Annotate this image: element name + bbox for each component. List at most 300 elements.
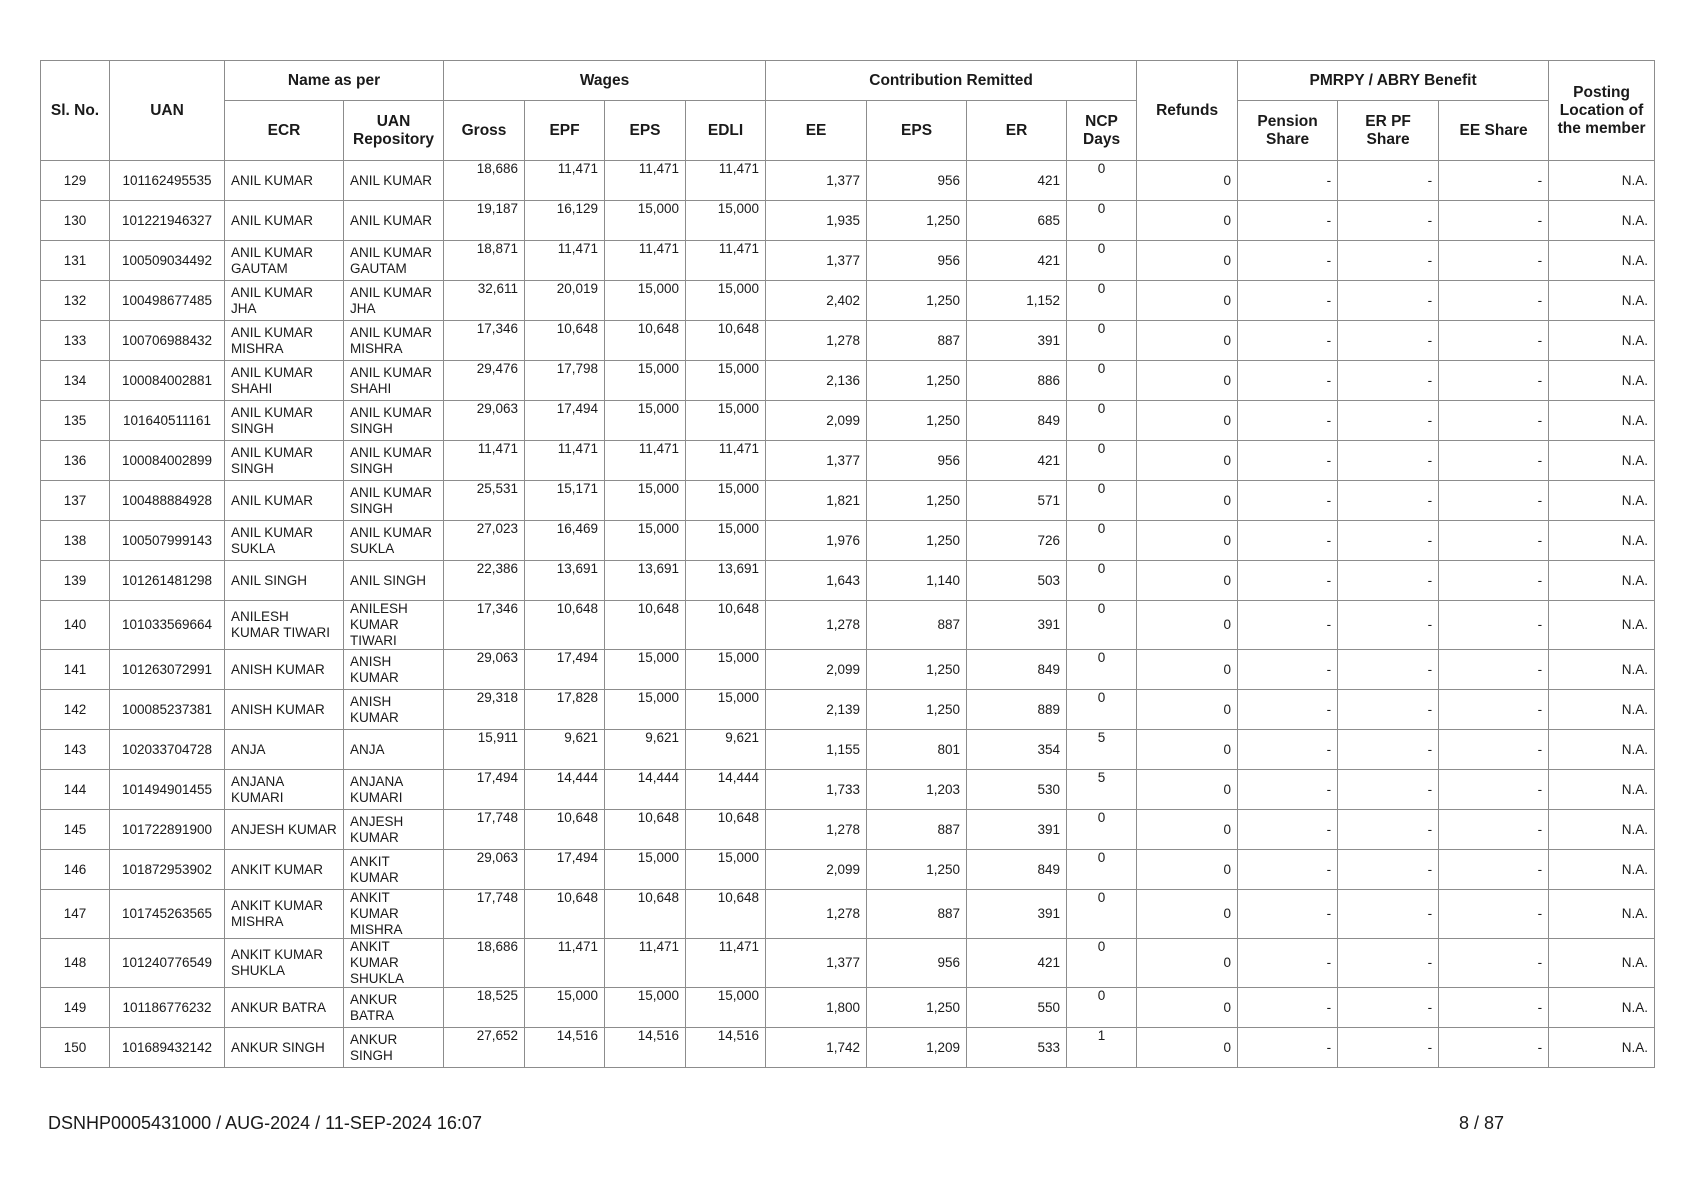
cell-ee-share: - (1439, 281, 1549, 321)
cell-ee-share: - (1439, 650, 1549, 690)
cell-posting-location: N.A. (1549, 601, 1655, 650)
cell-posting-location: N.A. (1549, 441, 1655, 481)
cell-pension-share: - (1238, 1028, 1338, 1068)
cell-ecr-name: ANIL KUMAR SHAHI (225, 361, 344, 401)
cell-pension-share: - (1238, 161, 1338, 201)
cell-er: 391 (967, 810, 1067, 850)
cell-epf: 17,828 (525, 690, 605, 730)
cell-ncp-days: 0 (1067, 939, 1137, 988)
cell-ncp-days: 0 (1067, 401, 1137, 441)
cell-gross: 29,063 (444, 401, 525, 441)
cell-uan: 100084002881 (110, 361, 225, 401)
cell-pension-share: - (1238, 730, 1338, 770)
cell-sl-no: 136 (41, 441, 110, 481)
cell-uan: 101745263565 (110, 890, 225, 939)
cell-epf: 17,494 (525, 650, 605, 690)
cell-er: 849 (967, 650, 1067, 690)
cell-refunds: 0 (1137, 561, 1238, 601)
cell-posting-location: N.A. (1549, 988, 1655, 1028)
cell-refunds: 0 (1137, 810, 1238, 850)
cell-gross: 18,686 (444, 161, 525, 201)
cell-refunds: 0 (1137, 988, 1238, 1028)
header-ecr: ECR (225, 101, 344, 161)
cell-er: 726 (967, 521, 1067, 561)
cell-gross: 22,386 (444, 561, 525, 601)
header-contribution-eps: EPS (867, 101, 967, 161)
cell-uan: 100085237381 (110, 690, 225, 730)
cell-gross: 29,063 (444, 650, 525, 690)
cell-uan-repository-name: ANIL KUMAR SUKLA (344, 521, 444, 561)
cell-er-pf-share: - (1338, 401, 1439, 441)
cell-er-pf-share: - (1338, 988, 1439, 1028)
cell-edli: 9,621 (686, 730, 766, 770)
cell-uan: 100507999143 (110, 521, 225, 561)
cell-gross: 15,911 (444, 730, 525, 770)
cell-eps: 10,648 (605, 321, 686, 361)
cell-uan: 101872953902 (110, 850, 225, 890)
table-row (41, 770, 1655, 810)
cell-ncp-days: 5 (1067, 730, 1137, 770)
cell-er-pf-share: - (1338, 281, 1439, 321)
cell-sl-no: 147 (41, 890, 110, 939)
cell-contribution-eps: 1,250 (867, 850, 967, 890)
cell-uan-repository-name: ANIL KUMAR SINGH (344, 401, 444, 441)
cell-er-pf-share: - (1338, 770, 1439, 810)
cell-edli: 11,471 (686, 161, 766, 201)
cell-pension-share: - (1238, 201, 1338, 241)
cell-refunds: 0 (1137, 321, 1238, 361)
cell-ecr-name: ANIL KUMAR SINGH (225, 401, 344, 441)
cell-ee-share: - (1439, 241, 1549, 281)
header-pension-share: Pension Share (1238, 101, 1338, 161)
cell-ncp-days: 0 (1067, 161, 1137, 201)
cell-gross: 27,652 (444, 1028, 525, 1068)
cell-uan: 101221946327 (110, 201, 225, 241)
header-uan-repository: UAN Repository (344, 101, 444, 161)
cell-contribution-eps: 956 (867, 939, 967, 988)
header-ncp-days: NCP Days (1067, 101, 1137, 161)
cell-contribution-eps: 1,250 (867, 401, 967, 441)
cell-ncp-days: 5 (1067, 770, 1137, 810)
cell-epf: 13,691 (525, 561, 605, 601)
cell-contribution-eps: 1,250 (867, 690, 967, 730)
cell-er-pf-share: - (1338, 201, 1439, 241)
cell-ncp-days: 0 (1067, 201, 1137, 241)
cell-ee: 1,377 (766, 441, 867, 481)
cell-er: 1,152 (967, 281, 1067, 321)
cell-er: 503 (967, 561, 1067, 601)
cell-sl-no: 134 (41, 361, 110, 401)
cell-gross: 11,471 (444, 441, 525, 481)
cell-ee: 1,742 (766, 1028, 867, 1068)
cell-edli: 15,000 (686, 281, 766, 321)
cell-contribution-eps: 801 (867, 730, 967, 770)
cell-contribution-eps: 887 (867, 810, 967, 850)
cell-posting-location: N.A. (1549, 650, 1655, 690)
table-row (41, 730, 1655, 770)
cell-epf: 10,648 (525, 601, 605, 650)
header-ee-share: EE Share (1439, 101, 1549, 161)
cell-uan-repository-name: ANISH KUMAR (344, 690, 444, 730)
table-row (41, 481, 1655, 521)
cell-uan-repository-name: ANILESH KUMAR TIWARI (344, 601, 444, 650)
cell-er-pf-share: - (1338, 810, 1439, 850)
cell-refunds: 0 (1137, 521, 1238, 561)
cell-edli: 15,000 (686, 521, 766, 561)
table-row (41, 601, 1655, 650)
cell-eps: 14,516 (605, 1028, 686, 1068)
cell-ecr-name: ANKUR BATRA (225, 988, 344, 1028)
cell-ee: 2,099 (766, 650, 867, 690)
cell-gross: 29,318 (444, 690, 525, 730)
cell-eps: 15,000 (605, 481, 686, 521)
cell-posting-location: N.A. (1549, 770, 1655, 810)
table-row (41, 650, 1655, 690)
cell-eps: 15,000 (605, 281, 686, 321)
cell-er: 886 (967, 361, 1067, 401)
cell-ecr-name: ANIL KUMAR MISHRA (225, 321, 344, 361)
cell-refunds: 0 (1137, 441, 1238, 481)
cell-uan-repository-name: ANKIT KUMAR MISHRA (344, 890, 444, 939)
cell-ncp-days: 0 (1067, 690, 1137, 730)
cell-er: 571 (967, 481, 1067, 521)
cell-sl-no: 143 (41, 730, 110, 770)
header-er-pf-share: ER PF Share (1338, 101, 1439, 161)
cell-refunds: 0 (1137, 939, 1238, 988)
cell-er: 391 (967, 601, 1067, 650)
cell-edli: 10,648 (686, 601, 766, 650)
cell-ncp-days: 0 (1067, 281, 1137, 321)
cell-er-pf-share: - (1338, 850, 1439, 890)
cell-eps: 15,000 (605, 361, 686, 401)
cell-ee-share: - (1439, 890, 1549, 939)
cell-pension-share: - (1238, 361, 1338, 401)
cell-pension-share: - (1238, 770, 1338, 810)
cell-posting-location: N.A. (1549, 690, 1655, 730)
cell-ecr-name: ANIL KUMAR (225, 481, 344, 521)
cell-ecr-name: ANIL KUMAR GAUTAM (225, 241, 344, 281)
cell-ecr-name: ANJA (225, 730, 344, 770)
cell-er: 533 (967, 1028, 1067, 1068)
cell-gross: 27,023 (444, 521, 525, 561)
cell-er: 530 (967, 770, 1067, 810)
cell-er-pf-share: - (1338, 650, 1439, 690)
cell-ee: 2,139 (766, 690, 867, 730)
cell-sl-no: 131 (41, 241, 110, 281)
cell-refunds: 0 (1137, 1028, 1238, 1068)
cell-pension-share: - (1238, 810, 1338, 850)
cell-er-pf-share: - (1338, 939, 1439, 988)
cell-epf: 11,471 (525, 939, 605, 988)
cell-edli: 10,648 (686, 890, 766, 939)
cell-gross: 32,611 (444, 281, 525, 321)
cell-er-pf-share: - (1338, 690, 1439, 730)
cell-gross: 18,686 (444, 939, 525, 988)
cell-epf: 10,648 (525, 890, 605, 939)
cell-uan-repository-name: ANKUR BATRA (344, 988, 444, 1028)
cell-er-pf-share: - (1338, 561, 1439, 601)
cell-epf: 14,516 (525, 1028, 605, 1068)
cell-eps: 15,000 (605, 988, 686, 1028)
cell-er-pf-share: - (1338, 601, 1439, 650)
cell-sl-no: 146 (41, 850, 110, 890)
cell-sl-no: 140 (41, 601, 110, 650)
cell-posting-location: N.A. (1549, 890, 1655, 939)
cell-posting-location: N.A. (1549, 521, 1655, 561)
cell-gross: 18,871 (444, 241, 525, 281)
cell-pension-share: - (1238, 521, 1338, 561)
cell-contribution-eps: 1,250 (867, 481, 967, 521)
cell-gross: 17,494 (444, 770, 525, 810)
header-er: ER (967, 101, 1067, 161)
cell-refunds: 0 (1137, 481, 1238, 521)
cell-eps: 15,000 (605, 201, 686, 241)
cell-sl-no: 133 (41, 321, 110, 361)
cell-er: 421 (967, 241, 1067, 281)
cell-ee-share: - (1439, 850, 1549, 890)
cell-ncp-days: 0 (1067, 521, 1137, 561)
cell-ncp-days: 0 (1067, 650, 1137, 690)
cell-epf: 16,469 (525, 521, 605, 561)
cell-epf: 15,171 (525, 481, 605, 521)
table-row (41, 988, 1655, 1028)
cell-ecr-name: ANIL SINGH (225, 561, 344, 601)
cell-ee-share: - (1439, 1028, 1549, 1068)
cell-gross: 17,346 (444, 321, 525, 361)
table-body (41, 161, 1655, 1068)
header-edli: EDLI (686, 101, 766, 161)
cell-gross: 25,531 (444, 481, 525, 521)
cell-ncp-days: 0 (1067, 890, 1137, 939)
cell-refunds: 0 (1137, 241, 1238, 281)
cell-sl-no: 150 (41, 1028, 110, 1068)
cell-er-pf-share: - (1338, 521, 1439, 561)
cell-refunds: 0 (1137, 401, 1238, 441)
cell-eps: 15,000 (605, 521, 686, 561)
page-number: 8 / 87 (1459, 1113, 1505, 1133)
cell-er: 889 (967, 690, 1067, 730)
cell-er: 354 (967, 730, 1067, 770)
cell-eps: 11,471 (605, 939, 686, 988)
cell-epf: 11,471 (525, 161, 605, 201)
cell-edli: 15,000 (686, 690, 766, 730)
cell-edli: 13,691 (686, 561, 766, 601)
cell-uan-repository-name: ANIL KUMAR JHA (344, 281, 444, 321)
cell-ncp-days: 0 (1067, 850, 1137, 890)
cell-uan-repository-name: ANIL KUMAR SHAHI (344, 361, 444, 401)
cell-ecr-name: ANISH KUMAR (225, 650, 344, 690)
cell-uan-repository-name: ANKIT KUMAR (344, 850, 444, 890)
table-row (41, 161, 1655, 201)
cell-ncp-days: 0 (1067, 601, 1137, 650)
cell-refunds: 0 (1137, 890, 1238, 939)
table-row (41, 1028, 1655, 1068)
cell-contribution-eps: 1,250 (867, 650, 967, 690)
cell-epf: 14,444 (525, 770, 605, 810)
cell-uan-repository-name: ANKUR SINGH (344, 1028, 444, 1068)
cell-er-pf-share: - (1338, 361, 1439, 401)
cell-ecr-name: ANIL KUMAR (225, 161, 344, 201)
header-ee: EE (766, 101, 867, 161)
cell-posting-location: N.A. (1549, 939, 1655, 988)
cell-posting-location: N.A. (1549, 321, 1655, 361)
cell-edli: 15,000 (686, 361, 766, 401)
header-epf: EPF (525, 101, 605, 161)
table-row (41, 890, 1655, 939)
cell-uan: 101640511161 (110, 401, 225, 441)
cell-uan-repository-name: ANISH KUMAR (344, 650, 444, 690)
cell-ecr-name: ANJESH KUMAR (225, 810, 344, 850)
cell-eps: 15,000 (605, 690, 686, 730)
cell-ncp-days: 0 (1067, 810, 1137, 850)
cell-uan: 100498677485 (110, 281, 225, 321)
cell-pension-share: - (1238, 321, 1338, 361)
cell-eps: 9,621 (605, 730, 686, 770)
cell-sl-no: 132 (41, 281, 110, 321)
cell-edli: 10,648 (686, 810, 766, 850)
cell-contribution-eps: 1,209 (867, 1028, 967, 1068)
cell-gross: 19,187 (444, 201, 525, 241)
cell-contribution-eps: 1,203 (867, 770, 967, 810)
cell-ecr-name: ANIL KUMAR JHA (225, 281, 344, 321)
table-row (41, 401, 1655, 441)
cell-ee-share: - (1439, 939, 1549, 988)
cell-er-pf-share: - (1338, 730, 1439, 770)
cell-contribution-eps: 1,250 (867, 281, 967, 321)
header-wages: Wages (444, 61, 766, 101)
cell-pension-share: - (1238, 890, 1338, 939)
cell-uan-repository-name: ANJESH KUMAR (344, 810, 444, 850)
cell-refunds: 0 (1137, 690, 1238, 730)
cell-ee: 2,402 (766, 281, 867, 321)
cell-uan: 101263072991 (110, 650, 225, 690)
cell-eps: 11,471 (605, 161, 686, 201)
table-row (41, 441, 1655, 481)
cell-edli: 11,471 (686, 939, 766, 988)
cell-gross: 18,525 (444, 988, 525, 1028)
cell-sl-no: 135 (41, 401, 110, 441)
cell-refunds: 0 (1137, 730, 1238, 770)
cell-posting-location: N.A. (1549, 481, 1655, 521)
cell-ncp-days: 0 (1067, 441, 1137, 481)
cell-ncp-days: 0 (1067, 241, 1137, 281)
cell-ee-share: - (1439, 321, 1549, 361)
cell-eps: 10,648 (605, 810, 686, 850)
cell-edli: 15,000 (686, 481, 766, 521)
header-uan: UAN (110, 61, 225, 161)
table-row (41, 321, 1655, 361)
cell-ee-share: - (1439, 441, 1549, 481)
cell-ee-share: - (1439, 401, 1549, 441)
cell-sl-no: 129 (41, 161, 110, 201)
cell-posting-location: N.A. (1549, 850, 1655, 890)
cell-contribution-eps: 1,250 (867, 521, 967, 561)
cell-edli: 11,471 (686, 241, 766, 281)
cell-contribution-eps: 1,250 (867, 988, 967, 1028)
cell-uan: 100084002899 (110, 441, 225, 481)
cell-ncp-days: 0 (1067, 361, 1137, 401)
cell-eps: 15,000 (605, 650, 686, 690)
table-row (41, 690, 1655, 730)
cell-edli: 15,000 (686, 850, 766, 890)
cell-uan: 100706988432 (110, 321, 225, 361)
cell-er-pf-share: - (1338, 890, 1439, 939)
cell-uan-repository-name: ANIL SINGH (344, 561, 444, 601)
cell-eps: 15,000 (605, 401, 686, 441)
cell-ecr-name: ANISH KUMAR (225, 690, 344, 730)
cell-er-pf-share: - (1338, 481, 1439, 521)
cell-posting-location: N.A. (1549, 401, 1655, 441)
cell-ee-share: - (1439, 730, 1549, 770)
cell-uan-repository-name: ANIL KUMAR (344, 161, 444, 201)
cell-ecr-name: ANIL KUMAR (225, 201, 344, 241)
cell-contribution-eps: 956 (867, 161, 967, 201)
cell-er: 421 (967, 161, 1067, 201)
table-row (41, 241, 1655, 281)
cell-contribution-eps: 1,250 (867, 201, 967, 241)
cell-eps: 11,471 (605, 241, 686, 281)
cell-er: 391 (967, 321, 1067, 361)
cell-refunds: 0 (1137, 361, 1238, 401)
cell-ncp-days: 0 (1067, 321, 1137, 361)
cell-edli: 14,516 (686, 1028, 766, 1068)
cell-contribution-eps: 956 (867, 441, 967, 481)
table-row (41, 521, 1655, 561)
cell-ee-share: - (1439, 361, 1549, 401)
ecr-members-table (40, 60, 1655, 1068)
cell-ee-share: - (1439, 521, 1549, 561)
cell-pension-share: - (1238, 481, 1338, 521)
cell-ee-share: - (1439, 201, 1549, 241)
cell-epf: 10,648 (525, 810, 605, 850)
cell-uan: 101722891900 (110, 810, 225, 850)
cell-er-pf-share: - (1338, 241, 1439, 281)
cell-edli: 15,000 (686, 650, 766, 690)
cell-pension-share: - (1238, 281, 1338, 321)
cell-er-pf-share: - (1338, 161, 1439, 201)
cell-posting-location: N.A. (1549, 1028, 1655, 1068)
cell-ee-share: - (1439, 988, 1549, 1028)
cell-eps: 15,000 (605, 850, 686, 890)
cell-er: 849 (967, 401, 1067, 441)
cell-refunds: 0 (1137, 161, 1238, 201)
header-contribution-remitted: Contribution Remitted (766, 61, 1137, 101)
cell-ee-share: - (1439, 770, 1549, 810)
cell-refunds: 0 (1137, 601, 1238, 650)
cell-ecr-name: ANKIT KUMAR MISHRA (225, 890, 344, 939)
cell-uan-repository-name: ANJA (344, 730, 444, 770)
cell-uan: 100509034492 (110, 241, 225, 281)
cell-ecr-name: ANKIT KUMAR SHUKLA (225, 939, 344, 988)
cell-er: 391 (967, 890, 1067, 939)
cell-posting-location: N.A. (1549, 281, 1655, 321)
cell-ee-share: - (1439, 810, 1549, 850)
cell-pension-share: - (1238, 939, 1338, 988)
cell-pension-share: - (1238, 561, 1338, 601)
cell-ee-share: - (1439, 161, 1549, 201)
cell-pension-share: - (1238, 690, 1338, 730)
cell-refunds: 0 (1137, 850, 1238, 890)
cell-sl-no: 137 (41, 481, 110, 521)
cell-er-pf-share: - (1338, 1028, 1439, 1068)
cell-contribution-eps: 1,140 (867, 561, 967, 601)
cell-gross: 17,748 (444, 890, 525, 939)
cell-eps: 10,648 (605, 890, 686, 939)
cell-edli: 15,000 (686, 988, 766, 1028)
cell-ee: 1,800 (766, 988, 867, 1028)
cell-uan-repository-name: ANJANA KUMARI (344, 770, 444, 810)
header-refunds: Refunds (1137, 61, 1238, 161)
